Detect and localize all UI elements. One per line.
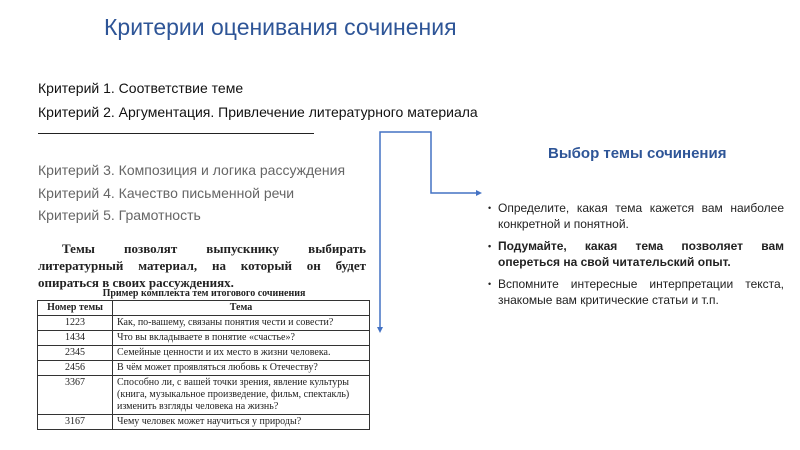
topic-text: Что вы вкладываете в понятие «счастье»? (113, 331, 370, 346)
arrowhead-right-icon (476, 190, 482, 196)
advice-item: • Подумайте, какая тема позволяет вам опереться на свой читательский опыт. (488, 238, 784, 270)
criterion-5: Критерий 5. Грамотность (38, 207, 201, 223)
topic-text: Семейные ценности и их место в жизни человека. (113, 346, 370, 361)
topic-number: 2456 (38, 361, 113, 376)
table-caption: Пример комплекта тем итогового сочинения (102, 288, 306, 299)
topic-number: 2345 (38, 346, 113, 361)
criterion-2: Критерий 2. Аргументация. Привлечение литературного материала (38, 104, 478, 120)
criterion-1: Критерий 1. Соответствие теме (38, 80, 244, 96)
topic-text: Способно ли, с вашей точки зрения, явление культуры (книга, музыкальное произведение, фильм, спектакль) изменить взгляды человека на жизнь? (113, 376, 370, 415)
arrowhead-down-icon (377, 327, 383, 333)
slide-title: Критерии оценивания сочинения (104, 14, 457, 40)
intro-text: Темы позволят выпускнику выбирать литературный материал, на который он будет опираться в своих рассуждениях. (38, 241, 366, 290)
topic-text: В чём может проявляться любовь к Отечеству? (113, 361, 370, 376)
advice-list (488, 200, 784, 314)
header-topic: Тема (113, 301, 370, 316)
topic-number: 1223 (38, 316, 113, 331)
advice-item: • Определите, какая тема кажется вам наиболее конкретной и понятной. (488, 200, 784, 232)
topic-number: 3167 (38, 415, 113, 430)
criterion-4: Критерий 4. Качество письменной речи (38, 185, 295, 201)
arrow-line (380, 132, 476, 328)
topic-text: Как, по-вашему, связаны понятия чести и совести? (113, 316, 370, 331)
advice-item: • Вспомните интересные интерпретации текста, знакомые вам критические статьи и т.п. (488, 276, 784, 308)
topic-text: Чему человек может научиться у природы? (113, 415, 370, 430)
criterion-3: Критерий 3. Композиция и логика рассуждения (38, 162, 346, 178)
topic-number: 1434 (38, 331, 113, 346)
topic-number: 3367 (38, 376, 113, 415)
right-title: Выбор темы сочинения (548, 145, 727, 162)
header-number: Номер темы (38, 301, 113, 316)
